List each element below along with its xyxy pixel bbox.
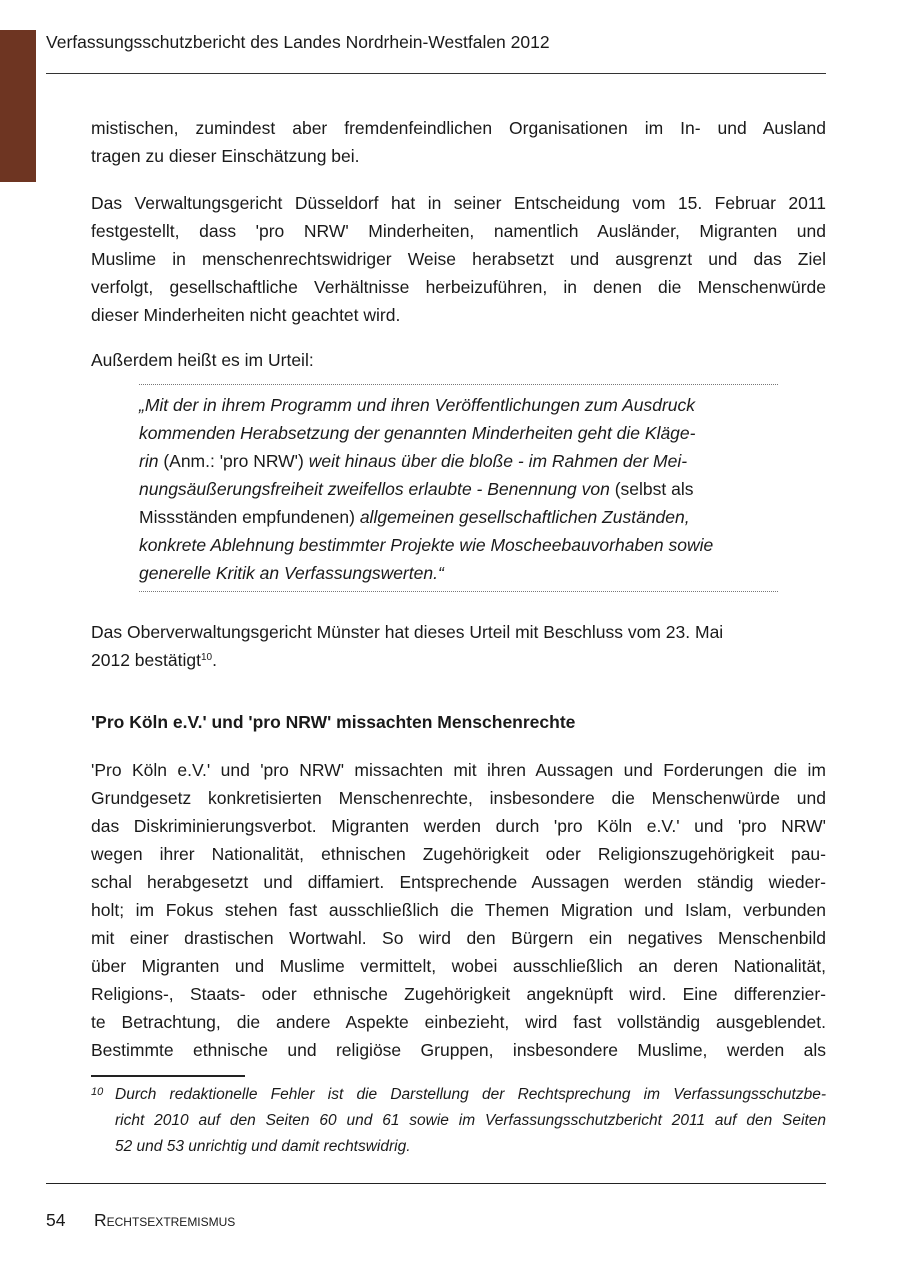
section-heading: 'Pro Köln e.V.' und 'pro NRW' missachten Menschenrechte — [91, 712, 576, 732]
paragraph-3 — [91, 346, 826, 374]
footnote-number: 10 — [91, 1086, 104, 1098]
paragraph-4 — [91, 618, 826, 674]
text-line: Das Oberverwaltungsgericht Münster hat dieses Urteil mit Beschluss vom 23. Mai — [91, 622, 724, 642]
text-line: mistischen, zumindest aber fremdenfeindlichen Organisationen im In- und Ausland — [91, 118, 826, 138]
text-line: tragen zu dieser Einschätzung bei. — [91, 146, 360, 166]
text-line: Muslime in menschenrechtswidriger Weise herabsetzt und ausgrenzt und das Ziel — [91, 249, 826, 269]
text-line: über Migranten und Muslime vermittelt, wobei ausschließlich an deren Nationalität, — [91, 956, 826, 976]
quote-annotation: Missständen empfundenen) — [139, 507, 360, 527]
running-footer-section: Rechtsextremismus — [94, 1210, 236, 1230]
text-line: 'Pro Köln e.V.' und 'pro NRW' missachten mit ihren Aussagen und Forderungen die im — [91, 760, 826, 780]
footnote-line: 52 und 53 unrichtig und damit rechtswidrig. — [115, 1138, 411, 1155]
text-line: festgestellt, dass 'pro NRW' Minderheiten, namentlich Ausländer, Migranten und — [91, 221, 826, 241]
footer-divider — [46, 1183, 826, 1184]
text-line: wegen ihrer Nationalität, ethnischen Zugehörigkeit oder Religionszugehörigkeit pau- — [91, 844, 826, 864]
text-line: Das Verwaltungsgericht Düsseldorf hat in seiner Entscheidung vom 15. Februar 2011 — [91, 193, 826, 213]
quote-line — [139, 475, 778, 503]
running-header-title: Verfassungsschutzbericht des Landes Nordrhein-Westfalen 2012 — [46, 32, 550, 52]
quote-annotation: (selbst als — [609, 479, 694, 499]
quote-line: „Mit der in ihrem Programm und ihren Veröffentlichungen zum Ausdruck — [139, 395, 696, 415]
footnote — [91, 1082, 826, 1160]
text-line: schal herabgesetzt und diffamiert. Entsprechende Aussagen werden ständig wieder- — [91, 872, 826, 892]
footnote-line: Durch redaktionelle Fehler ist die Darstellung der Rechtsprechung im Verfassungsschutzbe- — [115, 1086, 826, 1103]
text-line: Bestimmte ethnische und religiöse Gruppen, insbesondere Muslime, werden als — [91, 1040, 826, 1060]
text-line: Grundgesetz konkretisierten Menschenrechte, insbesondere die Menschenwürde und — [91, 788, 826, 808]
quote-line: kommenden Herabsetzung der genannten Minderheiten geht die Kläge- — [139, 423, 696, 443]
text-fragment: 2012 bestätigt — [91, 650, 201, 670]
footnote-divider — [91, 1075, 245, 1077]
quote-line — [139, 503, 778, 531]
text-line: verfolgt, gesellschaftliche Verhältnisse herbeizuführen, in denen die Menschenwürde — [91, 277, 826, 297]
text-fragment: . — [212, 650, 217, 670]
footnote-reference[interactable]: 10 — [200, 652, 213, 663]
court-quotation — [139, 384, 778, 592]
quote-line: konkrete Ablehnung bestimmter Projekte wie Moscheebauvorhaben sowie — [139, 535, 714, 555]
text-line: te Betrachtung, die andere Aspekte einbezieht, wird fast vollständig ausgeblendet. — [91, 1012, 826, 1032]
quote-line: generelle Kritik an Verfassungswerten.“ — [139, 563, 444, 583]
text-line: Außerdem heißt es im Urteil: — [91, 350, 314, 370]
paragraph-5 — [91, 756, 826, 1064]
paragraph-2 — [91, 189, 826, 329]
footnote-line: richt 2010 auf den Seiten 60 und 61 sowie im Verfassungsschutzbericht 2011 auf den Seiten — [115, 1112, 826, 1129]
paragraph-1 — [91, 114, 826, 170]
chapter-color-tab — [0, 30, 36, 182]
text-line: holt; im Fokus stehen fast ausschließlich die Themen Migration und Islam, verbunden — [91, 900, 826, 920]
text-line: mit einer drastischen Wortwahl. So wird den Bürgern ein negatives Menschenbild — [91, 928, 826, 948]
header-divider — [46, 73, 826, 74]
quote-annotation: (Anm.: 'pro NRW') — [158, 451, 309, 471]
text-line: dieser Minderheiten nicht geachtet wird. — [91, 305, 401, 325]
text-line: das Diskriminierungsverbot. Migranten werden durch 'pro Köln e.V.' und 'pro NRW' — [91, 816, 826, 836]
quote-line — [139, 447, 778, 475]
text-line — [91, 646, 826, 674]
text-line: Religions-, Staats- oder ethnische Zugehörigkeit angeknüpft wird. Eine differenzier- — [91, 984, 826, 1004]
quote-fragment: weit hinaus über die bloße - im Rahmen der Mei- — [308, 451, 688, 471]
quote-fragment: allgemeinen gesellschaftlichen Zuständen, — [359, 507, 690, 527]
quote-fragment: rin — [139, 451, 159, 471]
quote-fragment: nungsäußerungsfreiheit zweifellos erlaubte - Benennung von — [139, 479, 610, 499]
page-number: 54 — [46, 1210, 66, 1230]
